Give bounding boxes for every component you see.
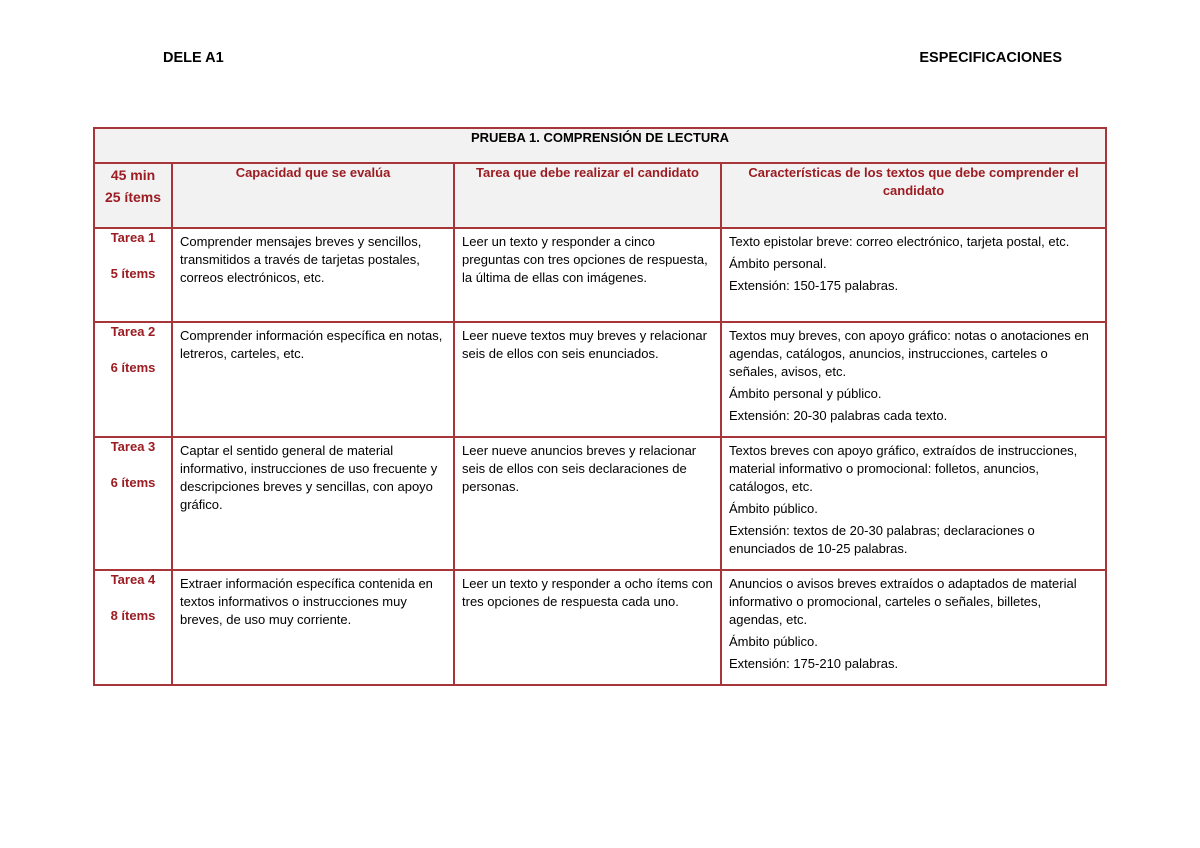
tarea-items: 6 ítems	[110, 360, 156, 375]
document-header-left: DELE A1	[163, 50, 224, 66]
tarea-name: Tarea 4	[110, 572, 156, 587]
tarea-desc-cell: Leer nueve textos muy breves y relacionar seis de ellos con seis enunciados.	[454, 322, 721, 437]
caracteristicas-cell	[721, 228, 1106, 322]
tarea-label-cell	[94, 322, 172, 437]
column-header-tarea: Tarea que debe realizar el candidato	[454, 163, 721, 228]
capacidad-cell: Extraer información específica contenida en textos informativos o instrucciones muy breves, de uso muy corriente.	[172, 570, 454, 685]
caracteristicas-line: Ámbito público.	[729, 501, 818, 516]
caracteristicas-cell	[721, 437, 1106, 570]
capacidad-cell: Comprender mensajes breves y sencillos, transmitidos a través de tarjetas postales, correos electrónicos, etc.	[172, 228, 454, 322]
tarea-items: 5 ítems	[110, 266, 156, 281]
header-duration-cell	[94, 163, 172, 228]
tarea-name: Tarea 2	[110, 324, 156, 339]
tarea-label-cell	[94, 570, 172, 685]
capacidad-cell: Comprender información específica en notas, letreros, carteles, etc.	[172, 322, 454, 437]
caracteristicas-line: Anuncios o avisos breves extraídos o adaptados de material informativo o promocional, carteles o señales, billetes, agendas, etc.	[729, 576, 1077, 627]
tarea-desc-cell: Leer nueve anuncios breves y relacionar seis de ellos con seis declaraciones de personas.	[454, 437, 721, 570]
specifications-table	[93, 127, 1107, 686]
total-items-label: 25 ítems	[104, 189, 162, 205]
caracteristicas-cell	[721, 570, 1106, 685]
caracteristicas-line: Extensión: 175-210 palabras.	[729, 656, 899, 671]
column-header-caracteristicas: Características de los textos que debe comprender el candidato	[721, 163, 1106, 228]
tarea-desc-cell: Leer un texto y responder a ocho ítems con tres opciones de respuesta cada uno.	[454, 570, 721, 685]
table-title: PRUEBA 1. COMPRENSIÓN DE LECTURA	[94, 128, 1106, 163]
table-row	[94, 228, 1106, 322]
tarea-label-cell	[94, 228, 172, 322]
caracteristicas-line: Ámbito personal y público.	[729, 386, 882, 401]
caracteristicas-line: Ámbito público.	[729, 634, 818, 649]
document-header-right: ESPECIFICACIONES	[919, 50, 1062, 66]
column-header-capacidad: Capacidad que se evalúa	[172, 163, 454, 228]
caracteristicas-line: Textos muy breves, con apoyo gráfico: notas o anotaciones en agendas, catálogos, anuncios, instrucciones, carteles o señales, avisos, etc.	[729, 328, 1089, 379]
tarea-name: Tarea 3	[110, 439, 156, 454]
tarea-label-cell	[94, 437, 172, 570]
tarea-items: 6 ítems	[110, 475, 156, 490]
tarea-desc-cell: Leer un texto y responder a cinco preguntas con tres opciones de respuesta, la última de ellas con imágenes.	[454, 228, 721, 322]
caracteristicas-line: Texto epistolar breve: correo electrónico, tarjeta postal, etc.	[729, 234, 1070, 249]
tarea-items: 8 ítems	[110, 608, 156, 623]
caracteristicas-line: Ámbito personal.	[729, 256, 827, 271]
table-row	[94, 570, 1106, 685]
caracteristicas-line: Textos breves con apoyo gráfico, extraídos de instrucciones, material informativo o promocional: folletos, anuncios, catálogos, etc.	[729, 443, 1078, 494]
caracteristicas-line: Extensión: textos de 20-30 palabras; declaraciones o enunciados de 10-25 palabras.	[729, 523, 1035, 556]
table-row	[94, 437, 1106, 570]
duration-label: 45 min	[110, 167, 156, 183]
caracteristicas-line: Extensión: 150-175 palabras.	[729, 278, 899, 293]
caracteristicas-cell	[721, 322, 1106, 437]
capacidad-cell: Captar el sentido general de material informativo, instrucciones de uso frecuente y descripciones breves y sencillas, con apoyo gráfico.	[172, 437, 454, 570]
table-row	[94, 322, 1106, 437]
tarea-name: Tarea 1	[110, 230, 156, 245]
caracteristicas-line: Extensión: 20-30 palabras cada texto.	[729, 408, 948, 423]
